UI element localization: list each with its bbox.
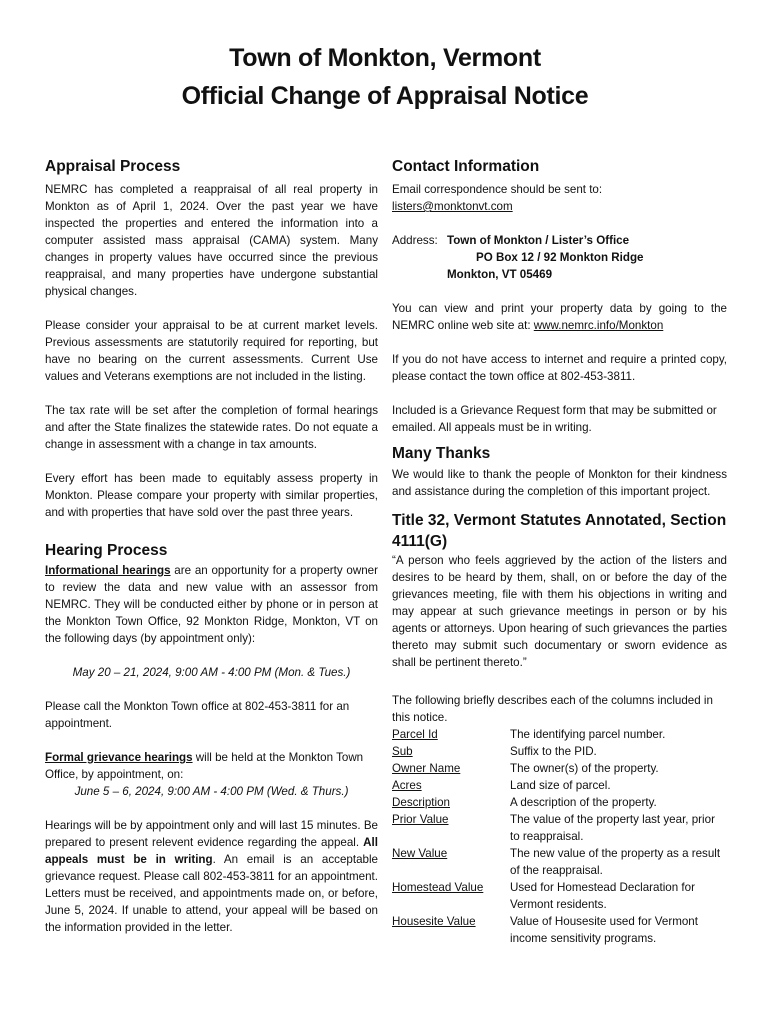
definition-row (392, 794, 727, 811)
informational-hearing-dates: May 20 – 21, 2024, 9:00 AM - 4:00 PM (Mon. & Tues.) (72, 666, 351, 679)
hearing-rules-paragraph (45, 817, 378, 936)
definition-term: Description (392, 796, 450, 809)
formal-hearing-dates: June 5 – 6, 2024, 9:00 AM - 4:00 PM (Wed. & Thurs.) (74, 785, 349, 798)
definition-term: Housesite Value (392, 915, 476, 928)
definition-description: The owner(s) of the property. (510, 762, 659, 775)
contact-heading: Contact Information (392, 158, 540, 175)
appraisal-paragraph-2: Please consider your appraisal to be at current market levels. Previous assessments are statutorily required for reporting, but have no bearing on the current assessments. Current Use values and Veterans exemptions are not included in the listing. (45, 319, 378, 383)
thanks-heading: Many Thanks (392, 445, 491, 462)
definition-term: Parcel Id (392, 728, 438, 741)
definition-description: The value of the property last year, prior to reappraisal. (510, 813, 715, 843)
address-label: Address: (392, 234, 438, 247)
address-line-3: Monkton, VT 05469 (447, 268, 553, 281)
definition-term: New Value (392, 847, 448, 860)
definition-row (392, 743, 727, 760)
definition-description: Used for Homestead Declaration for Vermont residents. (510, 881, 695, 911)
appraisal-paragraph-3: The tax rate will be set after the completion of formal hearings and after the State finalizes the statewide rates. Do not equate a change in assessment with a change in tax amounts. (45, 404, 378, 451)
definition-row (392, 760, 727, 777)
page-title: Town of Monkton, Vermont (229, 44, 541, 72)
formal-hearings-paragraph (45, 749, 378, 783)
informational-hearings-text: are an opportunity for a property owner to review the data and new value with an assessor from NEMRC. They will be conducted either by phone or in person at the Monkton Town Office, 92 Monkton Ridge, Monkton, VT on the following days (by appointment only): (45, 564, 378, 645)
hearing-rules-text-2: . An email is an acceptable grievance request. Please call 802-453-3811 for an appointment. Letters must be received, and appointments made on, or before, June 5, 2024. If unable to attend, your appeal will be based on the information provided in the letter. (45, 853, 379, 934)
statute-quote: “A person who feels aggrieved by the action of the listers and desires to be heard by them, shall, on or before the day of the grievances meeting, file with them his objections in writing and may appear at such grievance meetings in person or by his agents or attorneys. Upon hearing of such grievances the parties thereto may submit such documentary or sworn evidence as shall be pertinent thereto.” (392, 554, 727, 669)
definition-term: Sub (392, 745, 413, 758)
formal-hearings-label: Formal grievance hearings (45, 751, 193, 764)
informational-hearings-label: Informational hearings (45, 564, 171, 577)
website-link[interactable]: www.nemrc.info/Monkton (533, 319, 664, 332)
definition-row (392, 845, 727, 879)
definition-row (392, 777, 727, 794)
definition-row (392, 913, 727, 947)
thanks-text: We would like to thank the people of Monkton for their kindness and assistance during the completion of this important project. (392, 468, 727, 498)
appeals-in-writing-bold: All appeals must be in writing (45, 836, 378, 866)
right-column (392, 157, 727, 947)
definition-row (392, 726, 727, 743)
definition-description: The new value of the property as a result of the reappraisal. (510, 847, 721, 877)
email-intro: Email correspondence should be sent to: (392, 183, 603, 196)
page-subtitle: Official Change of Appraisal Notice (181, 82, 589, 110)
statute-heading: Title 32, Vermont Statutes Annotated, Section 4111(G) (392, 512, 727, 550)
address-line-1: Town of Monkton / Lister’s Office (447, 234, 630, 247)
definition-description: A description of the property. (510, 796, 657, 809)
definition-description: Land size of parcel. (510, 779, 611, 792)
definition-description: The identifying parcel number. (510, 728, 666, 741)
call-for-appointment: Please call the Monkton Town office at 802-453-3811 for an appointment. (45, 700, 350, 730)
mailing-address (392, 232, 727, 283)
appraisal-heading: Appraisal Process (45, 158, 181, 175)
definition-term: Homestead Value (392, 881, 484, 894)
appraisal-paragraph-4: Every effort has been made to equitably assess property in Monkton. Please compare your property with similar properties, and with properties that have sold over the past three years. (45, 472, 378, 519)
definition-term: Owner Name (392, 762, 461, 775)
hearing-heading: Hearing Process (45, 542, 168, 559)
appraisal-paragraph-1: NEMRC has completed a reappraisal of all real property in Monkton as of April 1, 2024. Over the past year we have inspected the properties and entered the information into a computer assisted mass appraisal (CAMA) system. Many changes in property values have occurred since the previous reappraisal, and many properties have undergone substantial physical changes. (45, 183, 378, 298)
definition-term: Acres (392, 779, 422, 792)
definition-row (392, 811, 727, 845)
website-text: You can view and print your property data by going to the NEMRC online web site at: (392, 302, 727, 332)
email-link[interactable]: listers@monktonvt.com (392, 200, 513, 213)
definition-term: Prior Value (392, 813, 449, 826)
definition-row (392, 879, 727, 913)
website-paragraph (392, 300, 727, 334)
left-column (45, 157, 378, 936)
address-lines (447, 232, 644, 283)
informational-hearings-paragraph (45, 562, 378, 647)
column-definitions (392, 726, 727, 947)
address-line-2: PO Box 12 / 92 Monkton Ridge (476, 251, 644, 264)
formal-hearings-text: will be held at the Monkton Town Office, by appointment, on: (45, 751, 364, 781)
columns-intro: The following briefly describes each of the columns included in this notice. (392, 694, 713, 724)
printed-copy-paragraph: If you do not have access to internet and require a printed copy, please contact the town office at 802-453-3811. (392, 353, 727, 383)
grievance-form-paragraph: Included is a Grievance Request form that may be submitted or emailed. All appeals must be in writing. (392, 404, 717, 434)
definition-description: Suffix to the PID. (510, 745, 597, 758)
definition-description: Value of Housesite used for Vermont income sensitivity programs. (510, 915, 698, 945)
hearing-rules-text-1: Hearings will be by appointment only and will last 15 minutes. Be prepared to present relevent evidence regarding the appeal. (45, 819, 378, 849)
